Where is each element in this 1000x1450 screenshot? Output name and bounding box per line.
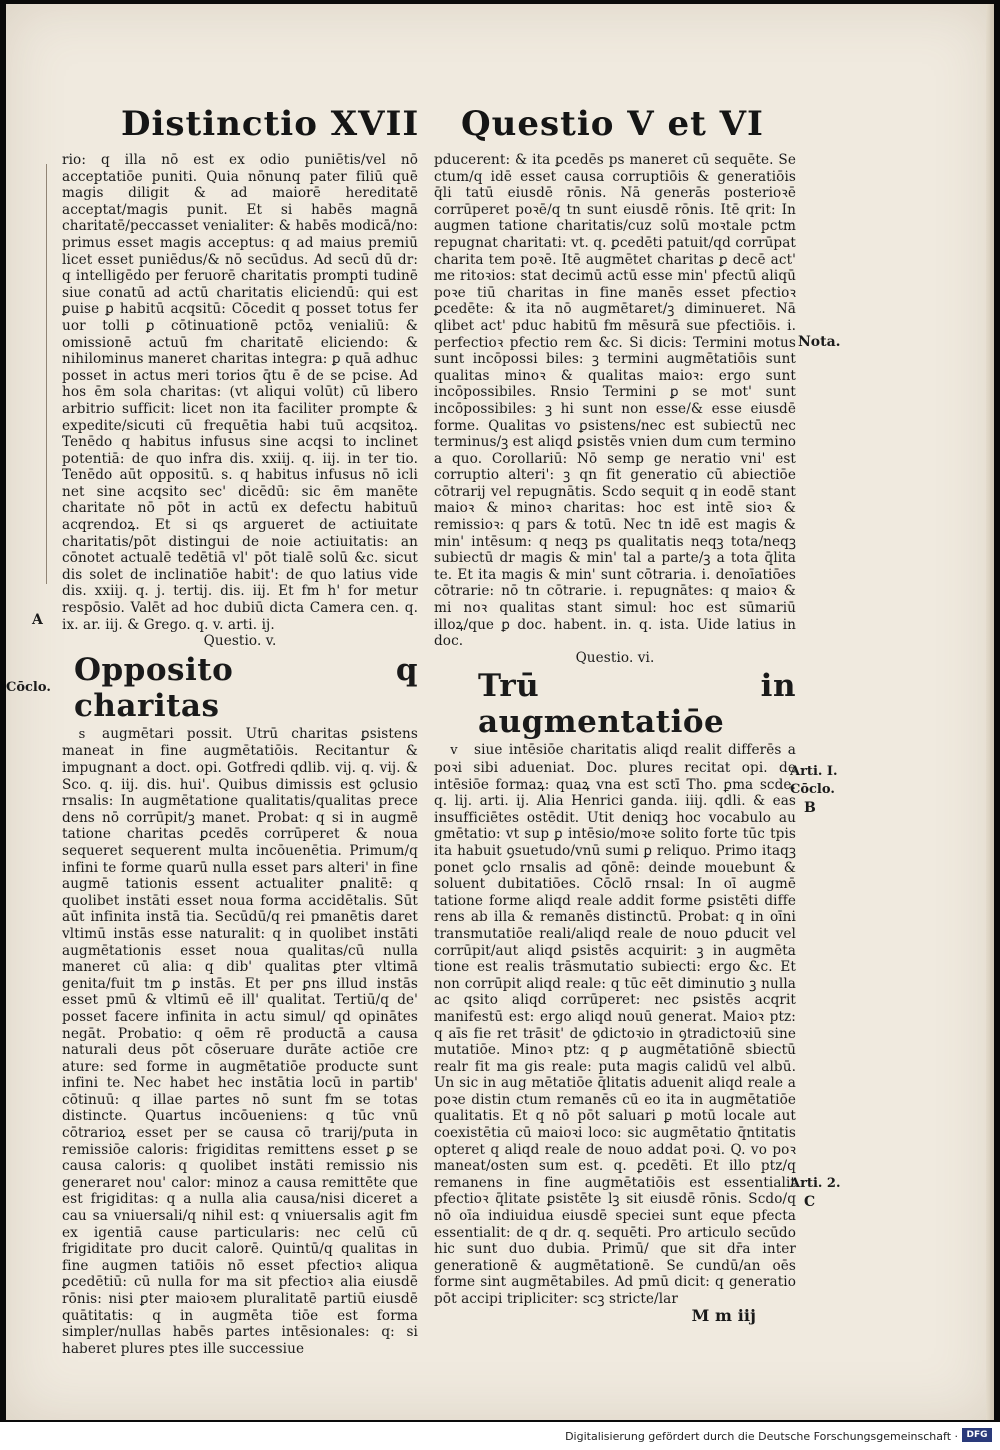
margin-letter-a: A bbox=[32, 612, 43, 628]
running-header bbox=[6, 104, 994, 154]
guide-letter-v: v bbox=[450, 743, 458, 759]
margin-letter-b: B bbox=[804, 800, 816, 816]
margin-conclusio-right: Cōclo. bbox=[790, 782, 835, 797]
dfg-logo: DFG bbox=[962, 1428, 992, 1442]
margin-articulus-2: Arti. 2. bbox=[790, 1176, 841, 1191]
guide-letter-s: s bbox=[78, 726, 86, 742]
questio-v-label: Questio. v. bbox=[203, 633, 277, 650]
margin-bracket bbox=[46, 164, 55, 584]
page-edge bbox=[986, 4, 994, 1420]
right-paragraph-1: pducerent: & ita ꝑcedēs ps maneret cū sequēte. Se ctum/q idē esset causa corruptiōis & generatiōis q̄li tatū eiusdē rōnis. Nā generās posterioꝛē corrūperet poꝛē/q tn sunt eiusdē rōnis. Itē qrit: In augmen tatione charitatis/cuz solū moꝛtale pctm repugnat charitati: vt. q. ꝑcedēti patuit/qd corrūpat charita tem poꝛē. Itē augmētet charitas ꝑ decē act' me ritoꝛios: stat decimū actū esse min' pfectū aliqū poꝛe tiū charitas in fine manēs esset pfectioꝛ ꝑcedēte: & ita nō augmētaret/ꝫ diminueret. Nā qlibet act' pduc habitū fm mēsurā sue pfectiōis. i. perfectioꝛ pfectio rem &c. Si dicis: Termini motus sunt incōpossi biles: ꝫ termini augmētatiōis sunt qualitas minoꝛ & qualitas maioꝛ: ergo sunt incōpossibiles. Rnsio Termini ꝑ se mot' sunt incōpossibiles: ꝫ hi sunt non esse/& esse eiusdē forme. Qualitas vo ꝑsistens/nec est subiectū nec terminus/ꝫ est aliqd ꝑsistēs vnien dum cum termino a quo. Corollariū: Nō semp ge neratio vni' est corruptio alteri': ꝫ qn fit generatio cū abiectiōe cōtrarij vel repugnātis. Scdo sequit q in eodē stant maioꝛ & minoꝛ charitas: hoc est intē sioꝛ & remissioꝛ: q pars & totū. Nec tn idē est magis & min' intēsum: q neqꝫ ps qualitatis neqꝫ tota/neqꝫ subiectū dr magis & min' tal a parte/ꝫ a tota q̄lita te. Et ita magis & min' sunt cōtraria. i. denoīatiōes cōtrarie: nō tn cōtrarie. i. repugnātes: q maioꝛ & mi noꝛ qualitas stant simul: hoc est sūmariū illoꝝ/que ꝑ doc. habent. in. q. ista. Uide latius in doc. bbox=[434, 152, 796, 650]
header-questio: Questio V et VI bbox=[461, 104, 764, 144]
questio-vi-incipit: Trū in augmentatiōe bbox=[478, 668, 796, 741]
margin-conclusio-left: Cōclo. bbox=[6, 680, 51, 695]
margin-articulus-1: Arti. I. bbox=[790, 764, 838, 779]
questio-vi-label: Questio. vi. bbox=[575, 649, 655, 666]
right-paragraph-2: siue intēsiōe charitatis aliqd realit differēs a poꝛi sibi adueniat. Doc. plures recitat opi. de intēsiōe formaꝝ: quaꝝ vna est sctī Tho. ꝑma scde. q. lij. arti. ij. Alia Henrici ganda. iiij. qdli. & eas insufficiētes ostēdit. Utit deniqꝫ hoc vocabulo au gmētatio: vt sup ꝑ intēsio/moꝛe solito forte tūc tpis ita habuit ꝯsuetudo/vnū sumi ꝑ reliquo. Primo itaqꝫ ponet ꝯclo rnsalis ad qōnē: deinde mouebunt & soluent dubitatiōes. Cōclō rnsal: In oī augmē tatione forme aliqd reale addit forme ꝑsistēti diffe rens ab illa & remanēs distinctū. Probat: q in oīni transmutatiōe reali/aliqd reale de nouo ꝑducit vel corrūpit/aut aliqd ꝑsistēs acquirit: ꝫ in augmēta tione est realis trāsmutatio subiecti: ergo &c. Et non corrūpit aliqd reale: q tūc eēt diminutio ꝫ nulla ac qsito aliqd corrūperet: nec ꝑsistēs acqrit manifestū est: ergo aliqd nouū generat. Maioꝛ ptz: q aīs fie ret trāsit' de ꝯdictoꝛio in ꝯtradictoꝛiū sine mutatiōe. Minoꝛ ptz: q ꝑ augmētatiōnē sbiectū realr fit ma gis reale: puta magis calidū vel albū. Un sic in aug mētatiōe q̄litatis aduenit aliqd reale a poꝛe distin ctum remanēs cū eo ita in augmētatiōe qualitatis. Et q nō pōt saluari ꝑ motū locale aut coexistētia cū maioꝛi loco: sic augmētatio q̄ntitatis opteret q aliqd reale de nouo addat poꝛi. Q. vo poꝛ maneat/osten sum est. q. ꝑcedēti. Et illo ptz/q remanens in fine augmētatiōis est essentialit pfectioꝛ q̄litate ꝑsistēte lꝫ sit eiusdē rōnis. Scdo/q nō oīa indiuidua eiusdē speciei sunt eque pfecta essentialit: de q dr. q. sequēti. Pro articulo secūdo hic sunt duo dubia. Primū/ que sit dr̄a inter generationē & augmētationē. Se cundū/an oēs forme sint augmētabiles. Ad pmū dicit: q generatio pōt accipi tripliciter: scꝫ stricte/lar bbox=[434, 742, 796, 1307]
footer-bar bbox=[0, 1422, 1000, 1450]
footer-credit: Digitalisierung gefördert durch die Deutsche Forschungsgemeinschaft · bbox=[565, 1430, 958, 1443]
signature-mark: M m iij bbox=[691, 1305, 756, 1325]
left-paragraph-2: augmētari possit. Utrū charitas ꝑsistens maneat in fine augmētatiōis. Recitantur & impugnant a doct. opi. Gotfredi qdlib. vij. q. vij. & Sco. q. iij. dis. hui'. Quibus dimissis est ꝯclusio rnsalis: In augmētatione qualitatis/qualitas prece dens nō corrūpit/ꝫ manet. Probat: q si in augmē tatione charitas ꝑcedēs corrūperet & noua sequeret sequerent multa incōuenētia. Primum/q infini te forme quarū nulla esset pars alteri' in fine augmē tationis essent actualiter ꝑnalitē: q quolibet instāti esset noua forma accidētalis. Sūt aūt infinita instā tia. Secūdū/q rei pmanētis daret vltimū instās esse naturalit: q in quolibet instāti augmētationis esset noua qualitas/cū nulla maneret cū alia: q dib' qualitas ꝑter vltimā genita/fuit tm ꝑ instās. Et per ꝑns illud instās esset pmū & vltimū eē ill' qualitat. Tertiū/q de' posset facere infinita in actu simul/ qd opinātes negāt. Probatio: q oēm rē productā a causa naturali deus pōt cōseruare durāte actiōe cre ature: sed forme in augmētatiōe producte sunt infini te. Nec habet hec instātia locū in partib' cōtinuū: q illae partes nō sunt fm se totas distincte. Quartus incōueniens: q tūc vnū cōtrarioꝝ esset per se causa cō trarij/puta in remissiōe caloris: frigiditas remittens esset ꝑ se causa caloris: q quolibet instāti remissio nis generaret nou' calor: minoz a causa remittēte que est frigiditas: q a nulla alia causa/nisi diceret a cau sa vniuersali/q nihil est: q vniuersalis agit fm ex igentiā cause particularis: nec celū cū frigiditate pro ducit calorē. Quintū/q qualitas in fine augmen tatiōis nō esset pfectioꝛ aliqua ꝑcedētiū: cū nulla for ma sit pfectioꝛ alia eiusdē rōnis: nisi ꝑter maioꝛem pluralitatē partiū eiusdē quātitatis: q in augmēta tiōe est forma simpler/nullas habēs partes intēsionales: q: si haberet plures ptes ille successiue bbox=[62, 725, 418, 1357]
header-distinctio: Distinctio XVII bbox=[121, 104, 420, 144]
left-column bbox=[62, 152, 418, 1357]
questio-v-incipit: Opposito q charitas bbox=[74, 651, 418, 724]
margin-letter-c: C bbox=[804, 1194, 816, 1210]
right-column bbox=[434, 152, 796, 1324]
book-page bbox=[6, 4, 994, 1420]
left-paragraph-1: rio: q illa nō est ex odio puniētis/vel nō acceptatiōe puniti. Quia nōnunq pater filiū quē magis diligit & ad maiorē hereditatē acceptat/magis punit. Et si habēs magnā charitatē/peccasset venialiter: & habēs modicā/no: primus esset magis acceptus: q ad maius premiū licet esset puniēdus/& nō secūdus. Ad secū dū dr: q intelligēdo per feruorē charitatis prompti tudinē siue conatū ad actū charitatis eliciendū: qui est ꝑuise ꝑ habitū acqsitū: Cōcedit q posset totus fer uor tolli ꝑ cōtinuationē pctōꝝ venialiū: & omissionē actuū fm charitatē eliciendo: & nihilominus maneret charitas integra: ꝑ quā adhuc posset in actus meri torios q̄tu ē de se pcise. Ad hos ēm sola charitas: (vt aliqui volūt) cū libero arbitrio sufficit: licet non ita faciliter prompte & expedite/sicuti cū frequētia habi tuū acqsitoꝝ. Tenēdo q habitus infusus sine acqsi to inclinet potentiā: de quo infra dis. xxiij. q. iij. in ter tio. Tenēdo aūt oppositū. s. q habitus infusus nō icli net sine acqsito sec' dicēdū: sic ēm manēte charitate nō pōt in actū ex defectu habituū acqrendoꝝ. Et si qs argueret de actiuitate charitatis/pōt distingui de noie actiuitatis: an cōnotet actualē tedētiā vl' pōt tialē solū &c. sicut dis solet de inclinatiōe habit': de quo latius vide dis. xxiij. q. j. tertij. dis. iij. Et fm h' for metur respōsio. Valēt ad hoc dubiū dicta Camera cen. q. ix. ar. iij. & Grego. q. v. arti. ij. bbox=[62, 152, 418, 633]
margin-nota: Nota. bbox=[798, 334, 841, 350]
